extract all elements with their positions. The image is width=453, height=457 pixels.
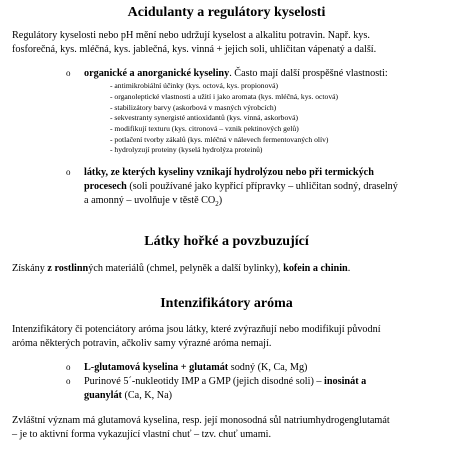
bullet-marker: o (66, 68, 71, 78)
intro-line-2: fosforečná, kys. mléčná, kys. jablečná, kys. vinná + jejich soli, uhličitan vápenatý a další. (12, 44, 377, 55)
bullet-hydrolysis-bold1: látky, ze kterých kyseliny vznikají hydrolýzou nebo při termických (84, 167, 374, 178)
bullet-marker: o (66, 362, 71, 372)
bullet-glutamate-rest: sodný (K, Ca, Mg) (228, 362, 308, 373)
bullet-nucleotides-line1 (84, 375, 366, 389)
bitter-text-b: z rostlinn (47, 263, 89, 274)
final-line2: – je to aktivní forma vykazující vlastní chuť – tzv. chuť umami. (12, 429, 271, 440)
intensifiers-line2: aróma některých potravin, ačkoliv samy výrazné aróma nemají. (12, 338, 272, 349)
subitem-2: - organoleptické vlastnosti a užití i jako aromata (kys. mléčná, kys. octová) (110, 92, 339, 101)
section-title-intensifiers: Intenzifikátory aróma (160, 296, 293, 311)
bullet-hydrolysis-line3-text: a amonný – uvolňuje v těstě CO (84, 195, 216, 206)
bitter-text-c: ých materiálů (chmel, pelyněk a další bylinky), (88, 263, 284, 274)
section-title-acidulanty: Acidulanty a regulátory kyselosti (127, 5, 326, 20)
bullet-hydrolysis-line1 (84, 166, 374, 180)
subitem-7: - hydrolyzují proteiny (kyselá hydrolýza proteinů) (110, 145, 263, 154)
bullet-marker: o (66, 167, 71, 177)
bullet-hydrolysis-rest2: (soli používané jako kypřicí přípravky – uhličitan sodný, draselný (126, 181, 398, 192)
bullet-nucleotides-rest2: (Ca, K, Na) (121, 390, 173, 401)
bitter-paragraph (12, 262, 350, 276)
intro-line-1: Regulátory kyselosti nebo pH mění nebo udržují kyselost a alkalitu potravin. Např. kys. (12, 30, 370, 41)
co2-subscript: 2 (215, 200, 219, 209)
bullet-organic-acids (84, 67, 388, 81)
bullet-nucleotides-bold: inosinát a (324, 376, 367, 387)
bullet-marker: o (66, 376, 71, 386)
subitem-5: - modifikují texturu (kys. citronová – vznik pektinových gelů) (110, 124, 299, 133)
section-title-bitter: Látky hořké a povzbuzující (144, 234, 309, 249)
subitem-4: - sekvestranty synergisté antioxidantů (kys. vinná, askorbová) (110, 113, 298, 122)
bullet-nucleotides-bold2: guanylát (84, 390, 122, 401)
bullet-glutamate-bold: L-glutamová kyselina + glutamát (84, 362, 229, 373)
subitem-3: - stabilizátory barvy (askorbová v masných výrobcích) (110, 103, 277, 112)
bullet-glutamate (84, 361, 307, 375)
bullet-nucleotides-line2 (84, 389, 172, 403)
bullet-organic-acids-bold: organické a anorganické kyseliny (84, 68, 230, 79)
bitter-text-d: kofein a chinin (283, 263, 348, 274)
bullet-hydrolysis-line2 (84, 180, 398, 194)
bullet-organic-acids-rest: . Často mají další prospěšné vlastnosti: (229, 68, 388, 79)
bitter-text-a: Získány (12, 263, 48, 274)
bullet-hydrolysis-line3 (84, 194, 222, 211)
final-line1: Zvláštní význam má glutamová kyselina, resp. její monosodná sůl natriumhydrogenglutamát (12, 415, 390, 426)
bitter-text-e: . (347, 263, 351, 274)
intensifiers-line1: Intenzifikátory či potenciátory aróma jsou látky, které zvýrazňují nebo modifikují původní (12, 324, 381, 335)
bullet-hydrolysis-line3-end: ) (218, 195, 223, 206)
bullet-nucleotides-text: Purinové 5´-nukleotidy IMP a GMP (jejich disodné soli) – (84, 376, 325, 387)
subitem-6: - potlačení tvorby zákalů (kys. mléčná v nálevech fermentovaných olív) (110, 135, 329, 144)
bullet-hydrolysis-bold2: procesech (84, 181, 127, 192)
subitem-1: - antimikrobiální účinky (kys. octová, kys. propionová) (110, 81, 279, 90)
